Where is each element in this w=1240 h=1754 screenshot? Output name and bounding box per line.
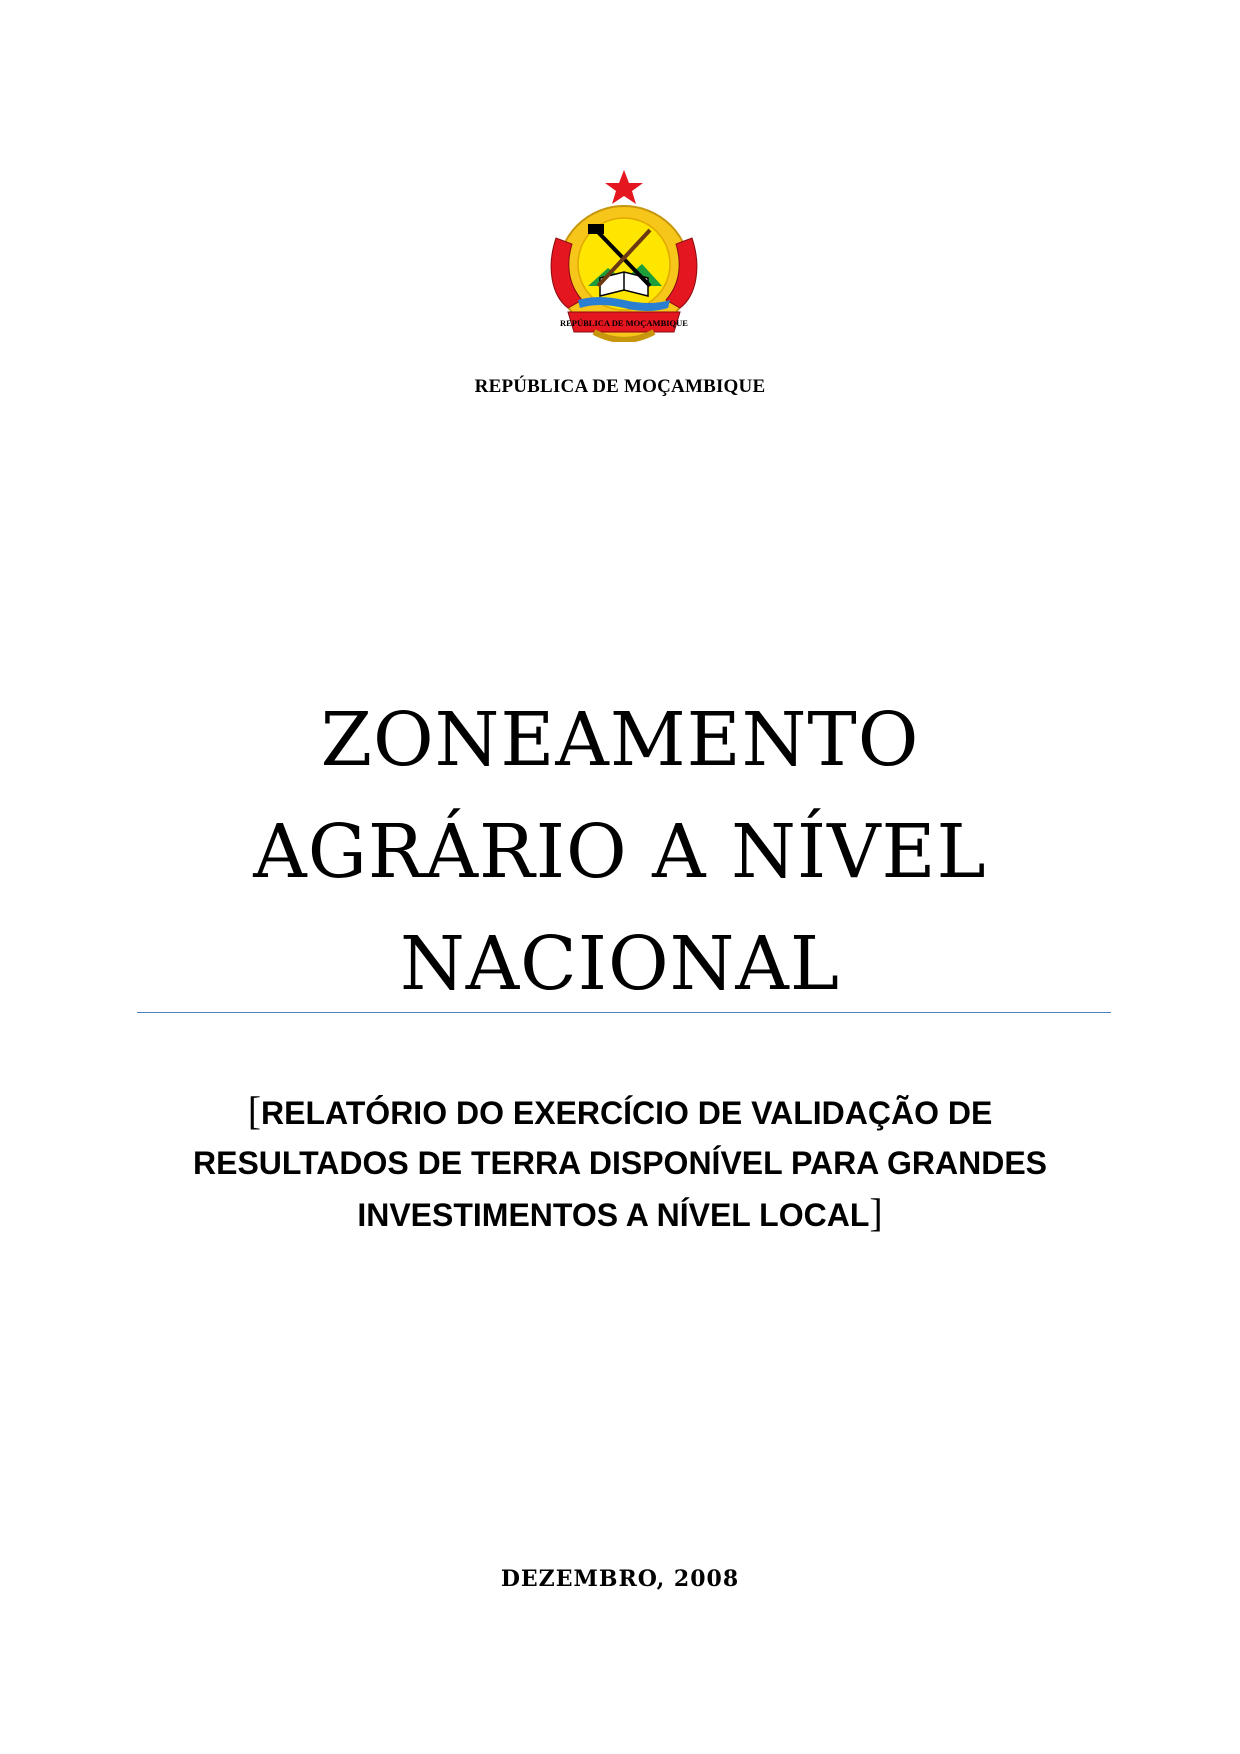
mozambique-coat-of-arms-icon [538, 168, 710, 342]
title-line-3: NACIONAL [399, 921, 841, 1007]
document-subtitle [0, 1086, 1240, 1240]
title-line-1: ZONEAMENTO [320, 697, 920, 783]
publication-date: DEZEMBRO, 2008 [500, 1566, 740, 1592]
subtitle-line-3-text: INVESTIMENTOS A NÍVEL LOCAL [357, 1197, 870, 1233]
emblem-inscription: REPÚBLICA DE MOÇAMBIQUE [560, 318, 688, 328]
subtitle-line-1-text: RELATÓRIO DO EXERCÍCIO DE VALIDAÇÃO DE [261, 1095, 993, 1131]
close-bracket: ] [869, 1190, 883, 1235]
country-name: REPÚBLICA DE MOÇAMBIQUE [474, 376, 766, 397]
subtitle-line-1 [0, 1086, 1240, 1138]
title-divider [137, 1012, 1111, 1013]
open-bracket: [ [247, 1088, 262, 1133]
document-title [0, 684, 1240, 1020]
subtitle-line-3 [0, 1188, 1240, 1240]
subtitle-line-2: RESULTADOS DE TERRA DISPONÍVEL PARA GRANDES [193, 1145, 1047, 1181]
red-star-icon [605, 170, 643, 204]
title-line-2: AGRÁRIO A NÍVEL [253, 809, 987, 895]
